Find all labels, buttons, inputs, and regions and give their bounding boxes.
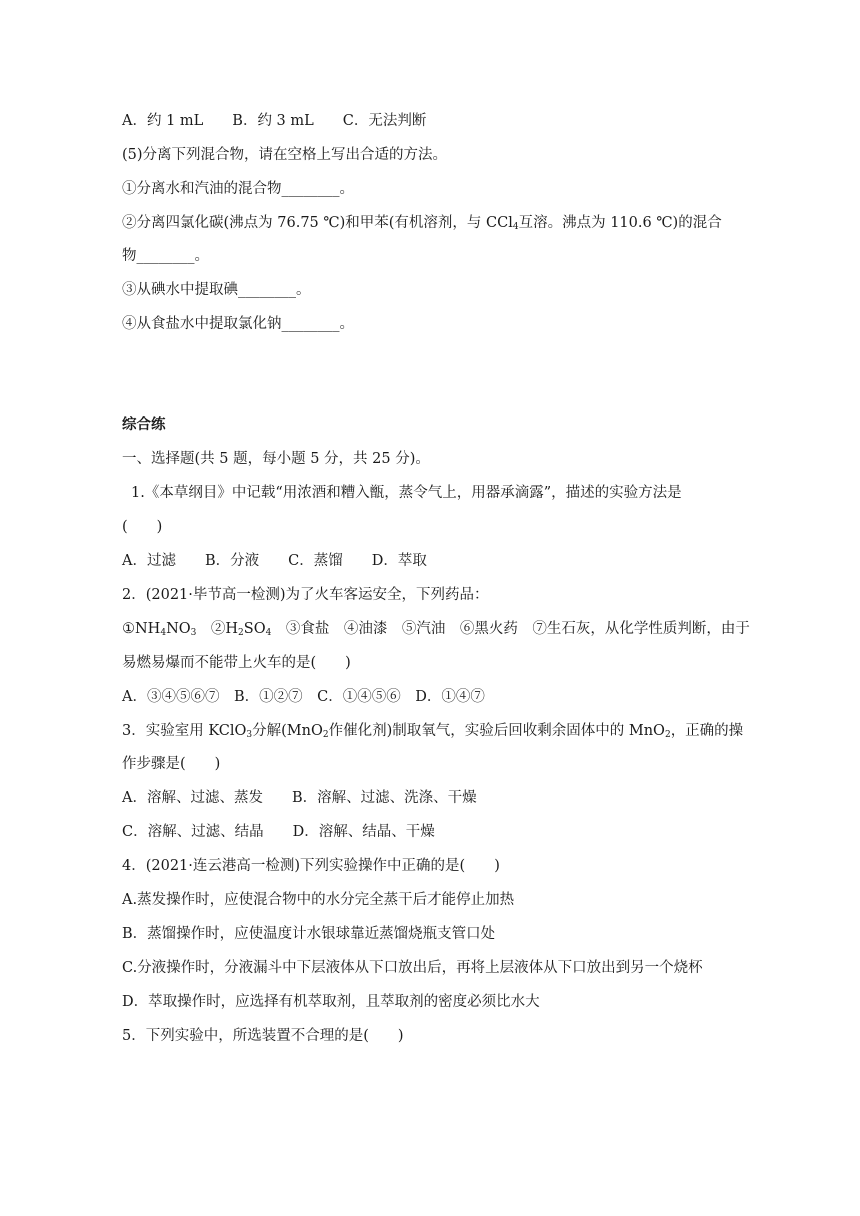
section-title: 综合练 xyxy=(122,416,166,433)
question-2-list: $①NH_4NO_3$ $②H_2SO_4$ ③食盐 ④油漆 ⑤汽油 ⑥黑火药 ⑦生石灰，从化学性质判断，由于 xyxy=(122,621,750,638)
part-heading: 一、选择题(共 5 题，每小题 5 分，共 25 分)。 xyxy=(122,451,430,467)
question-1-line-2: ( ) xyxy=(122,519,163,535)
question-4-stem: 4．(2021·连云港高一检测)下列实验操作中正确的是( ) xyxy=(122,858,500,874)
question-2-stem: 2．(2021·毕节高一检测)为了火车客运安全，下列药品： xyxy=(122,587,489,603)
question-4-option-a: A.蒸发操作时，应使混合物中的水分完全蒸干后才能停止加热 xyxy=(122,892,515,908)
question-5-stem: 5．下列实验中，所选装置不合理的是( ) xyxy=(122,1028,404,1044)
question-1-options: A．过滤 B．分液 C．蒸馏 D．萃取 xyxy=(122,553,427,569)
q5-item-2-line-2: 物________。 xyxy=(122,248,209,264)
question-1-line-1: 1.《本草纲目》中记载“用浓酒和糟入甑，蒸令气上，用器承滴露”，描述的实验方法是 xyxy=(131,485,682,501)
question-2-options: A．③④⑤⑥⑦ B．①②⑦ C．①④⑤⑥ D．①④⑦ xyxy=(122,689,485,705)
question-3-options-ab: A．溶解、过滤、蒸发 B．溶解、过滤、洗涤、干燥 xyxy=(122,790,477,806)
q5-item-2-line-1: ②分离四氯化碳(沸点为 76.75 ℃)和甲苯(有机溶剂，与 CCl$_4$互溶。沸点为 110.6 ℃)的混合 xyxy=(122,215,722,232)
question-2-line-3: 易燃易爆而不能带上火车的是( ) xyxy=(122,655,351,671)
q5-stem: (5)分离下列混合物，请在空格上写出合适的方法。 xyxy=(122,147,448,163)
q5-item-1: ①分离水和汽油的混合物________。 xyxy=(122,181,354,197)
q5-item-3: ③从碘水中提取碘________。 xyxy=(122,282,311,298)
q5-item-4: ④从食盐水中提取氯化钠________。 xyxy=(122,316,354,332)
question-3-line-2: 作步骤是( ) xyxy=(122,756,221,772)
question-3-line-1: 3．实验室用 KClO$_3$分解(MnO$_2$作催化剂)制取氧气，实验后回收剩余固体中的 MnO$_2$，正确的操 xyxy=(122,723,744,740)
question-4-option-d: D．萃取操作时，应选择有机萃取剂，且萃取剂的密度必须比水大 xyxy=(122,994,540,1010)
question-3-options-cd: C．溶解、过滤、结晶 D．溶解、结晶、干燥 xyxy=(122,824,435,840)
q4-options-text: A．约 1 mL B．约 3 mL C．无法判断 xyxy=(122,113,427,129)
question-4-option-c: C.分液操作时，分液漏斗中下层液体从下口放出后，再将上层液体从下口放出到另一个烧杯 xyxy=(122,960,703,976)
question-4-option-b: B．蒸馏操作时，应使温度计水银球靠近蒸馏烧瓶支管口处 xyxy=(122,926,496,942)
